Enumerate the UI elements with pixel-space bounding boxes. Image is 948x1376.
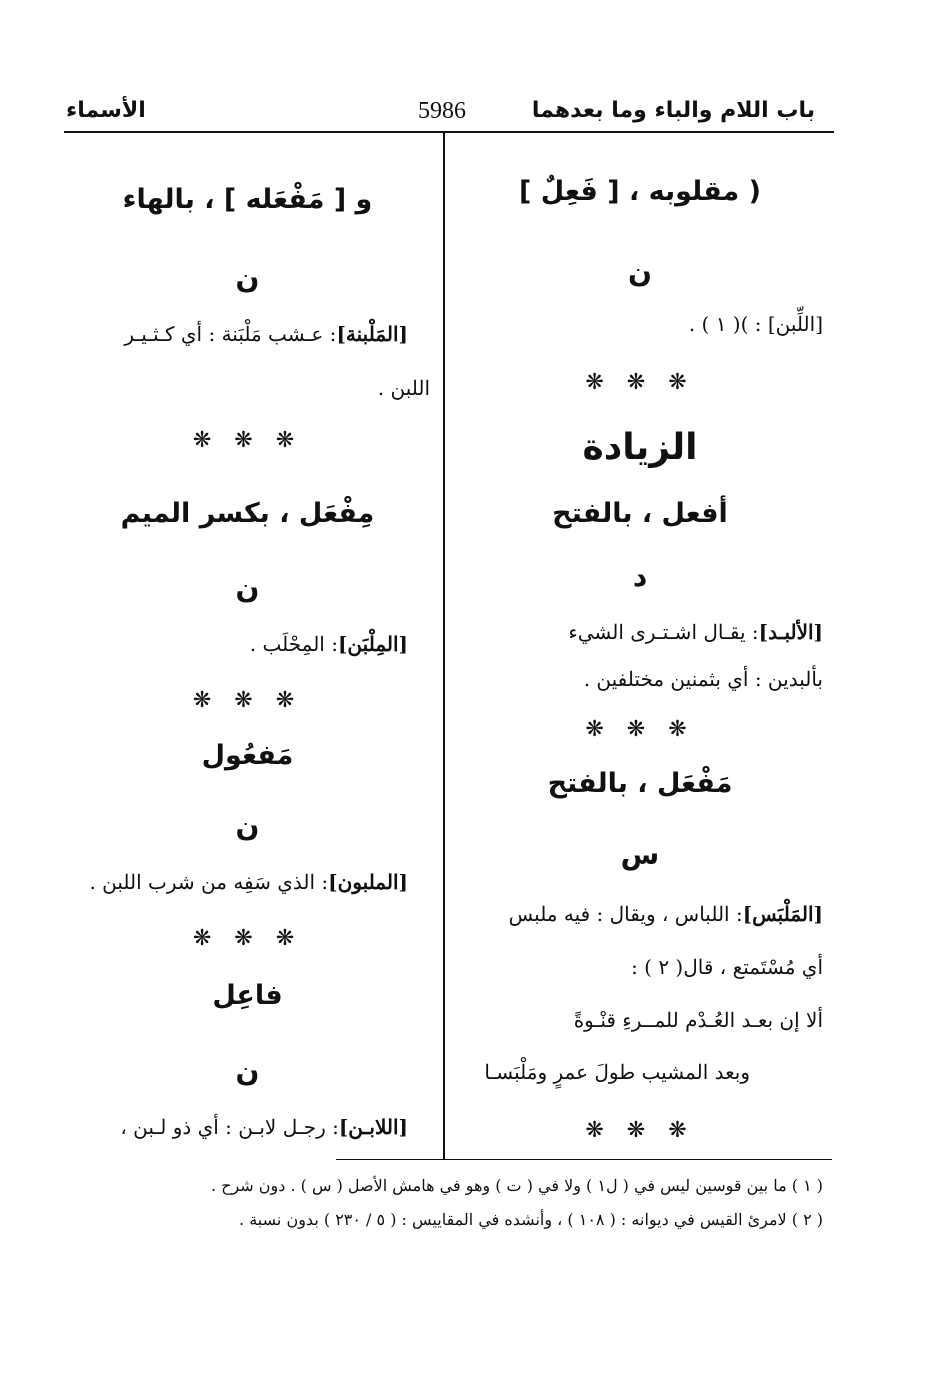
left-entry-1-line-1: [المَلْبنة]: عـشب مَلْبَنة : أي كـثـيـر xyxy=(124,322,408,346)
entry-term: [اللابـن] xyxy=(338,1115,408,1139)
left-heading-1: و [ مَفْعَله ] ، بالهاء xyxy=(122,184,373,215)
section-title: الزيادة xyxy=(582,427,698,468)
right-entry-1: [اللِّبن] : )( ١ ) . xyxy=(688,312,823,336)
right-root-letter-2: د xyxy=(632,560,648,593)
left-root-letter-1: ن xyxy=(235,262,260,295)
running-header-left: الأسماء xyxy=(66,98,146,123)
left-heading-3: مَفعُول xyxy=(201,740,294,771)
left-separator-2: ❋ ❋ ❋ xyxy=(192,688,303,713)
page-number: 5986 xyxy=(418,98,466,124)
right-root-letter-3: س xyxy=(620,838,660,871)
left-separator-1: ❋ ❋ ❋ xyxy=(192,428,303,453)
entry-term: [الألبـد] xyxy=(758,620,823,644)
right-root-letter-1: ن xyxy=(628,256,652,289)
verse-line-2: وبعد المشيب طولَ عمرٍ ومَلْبَسـا xyxy=(484,1060,750,1084)
running-header-right: باب اللام والباء وما بعدهما xyxy=(531,98,815,123)
footnote-2: ( ٢ ) لامرئ القيس في ديوانه : ( ١٠٨ ) ، وأنشده في المقاييس : ( ٥ / ٢٣٠ ) بدون نسبة . xyxy=(239,1210,823,1229)
right-heading-2: أفعل ، بالفتح xyxy=(552,498,728,529)
right-entry-3-line-2: أي مُسْتَمتع ، قال( ٢ ) : xyxy=(631,955,823,979)
right-separator-2: ❋ ❋ ❋ xyxy=(585,717,695,742)
left-root-letter-3: ن xyxy=(235,810,260,843)
footnote-rule xyxy=(336,1159,832,1160)
right-entry-3-line-1: [المَلْبَس]: اللباس ، ويقال : فيه ملبس xyxy=(508,902,823,926)
entry-term: [المَلْبَس] xyxy=(742,902,823,926)
right-separator-1: ❋ ❋ ❋ xyxy=(585,370,695,395)
left-root-letter-2: ن xyxy=(235,572,260,605)
right-heading-3: مَفْعَل ، بالفتح xyxy=(547,768,733,799)
left-entry-4: [اللابـن]: رجـل لابـن : أي ذو لـبن ، xyxy=(120,1115,408,1139)
right-separator-3: ❋ ❋ ❋ xyxy=(585,1118,695,1143)
right-entry-2-line-1: [الألبـد]: يقـال اشـتـرى الشيء xyxy=(568,620,823,644)
left-entry-1-line-2: اللبن . xyxy=(377,376,430,400)
right-heading-1: ( مقلوبه ، [ فَعِلٌ ] xyxy=(519,176,761,207)
footnote-1: ( ١ ) ما بين قوسين ليس في ( ل١ ) ولا في ( ت ) وهو في هامش الأصل ( س ) . دون شرح . xyxy=(210,1176,823,1195)
verse-line-1: ألا إن بعـد العُـدْم للمــرءِ قنْـوةً xyxy=(573,1008,823,1032)
left-heading-2: مِفْعَل ، بكسر الميم xyxy=(120,498,375,529)
entry-term: [المِلْبَن] xyxy=(337,632,408,656)
header-rule xyxy=(64,131,834,133)
left-entry-2: [المِلْبَن]: المِحْلَب . xyxy=(249,632,408,656)
left-root-letter-4: ن xyxy=(235,1055,260,1088)
left-entry-3: [الملبون]: الذي سَفِه من شرب اللبن . xyxy=(89,870,408,894)
right-entry-2-line-2: بألبدين : أي بثمنين مختلفين . xyxy=(583,667,823,691)
left-heading-4: فاعِل xyxy=(212,980,283,1011)
entry-term: [الملبون] xyxy=(328,870,408,894)
left-separator-3: ❋ ❋ ❋ xyxy=(192,926,303,951)
entry-term: [المَلْبنة] xyxy=(336,322,408,346)
column-divider xyxy=(443,133,445,1160)
